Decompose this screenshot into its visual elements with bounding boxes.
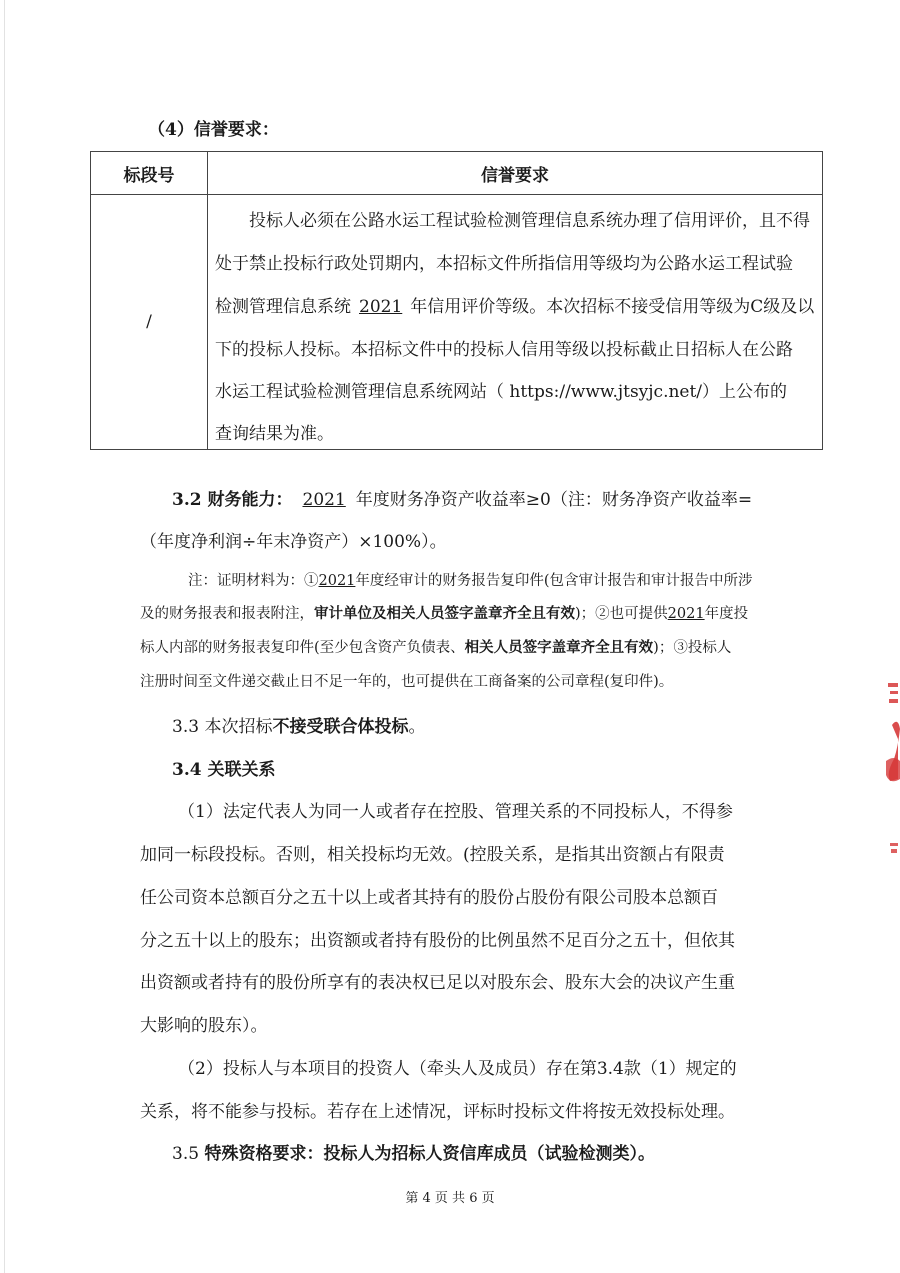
credit-line-4: 下的投标人投标。本招标文件中的投标人信用等级以投标截止日招标人在公路 — [215, 340, 793, 360]
header-segment-number: 标段号 — [91, 152, 208, 195]
section-3-5 — [172, 1139, 655, 1164]
table-header-row — [91, 152, 823, 195]
credit-line-3 — [215, 292, 814, 317]
section-3-5-pre: 3.5 — [172, 1144, 205, 1164]
section-3-4-p1-line-6: 大影响的股东）。 — [140, 1016, 268, 1036]
note-line-3 — [140, 636, 731, 657]
credit-line-1: 投标人必须在公路水运工程试验检测管理信息系统办理了信用评价，且不得 — [215, 211, 810, 231]
note-l2-mid: )；②也可提供 — [575, 606, 668, 622]
note-l3-pre: 标人内部的财务报表复印件(至少包含资产负债表、 — [140, 640, 465, 656]
section-3-4-p1-line-2: 加同一标段投标。否则，相关投标均无效。(控股关系，是指其出资额占有限责 — [140, 845, 725, 865]
section-3-2-line-2: （年度净利润÷年末净资产）×100%）。 — [140, 532, 447, 552]
note-line-4: 注册时间至文件递交截止日不足一年的，也可提供在工商备案的公司章程(复印件)。 — [140, 674, 674, 690]
section-3-3 — [172, 712, 425, 737]
note-l2-year: 2021 — [667, 606, 705, 622]
section-3-3-post: 。 — [408, 717, 426, 737]
credit-line-2: 处于禁止投标行政处罚期内，本招标文件所指信用等级均为公路水运工程试验 — [215, 254, 793, 274]
credit-requirement-table — [90, 151, 823, 450]
section-3-4-p1-line-5: 出资额或者持有的股份所享有的表决权已足以对股东会、股东大会的决议产生重 — [140, 973, 735, 993]
note-l3-bold: 相关人员签字盖章齐全且有效 — [464, 639, 654, 656]
note-l1-pre: 注：证明材料为：① — [188, 573, 319, 589]
section-3-3-bold: 不接受联合体投标 — [272, 717, 409, 737]
credit-year: 2021 — [359, 297, 403, 317]
section-3-2-text: 年度财务净资产收益率≥0（注：财务净资产收益率= — [355, 490, 753, 510]
note-l1-post: 年度经审计的财务报告复印件(包含审计报告和审计报告中所涉 — [355, 573, 753, 589]
table-row — [91, 195, 823, 450]
section-3-3-pre: 3.3 本次招标 — [172, 717, 273, 737]
section-3-4-p2-line-1: （2）投标人与本项目的投资人（牵头人及成员）存在第3.4款（1）规定的 — [178, 1059, 737, 1079]
credit-line-3-b: 年信用评价等级。本次招标不接受信用等级为C级及以 — [410, 297, 815, 317]
section-4-title: （4）信誉要求： — [148, 120, 279, 140]
section-3-4-p2-line-2: 关系，将不能参与投标。若存在上述情况，评标时投标文件将按无效投标处理。 — [140, 1102, 735, 1122]
note-l2-bold: 审计单位及相关人员签字盖章齐全且有效 — [314, 605, 575, 622]
note-l1-year: 2021 — [318, 573, 356, 589]
section-3-4-p1-line-1: （1）法定代表人为同一人或者存在控股、管理关系的不同投标人，不得参 — [178, 802, 733, 822]
note-line-1 — [188, 569, 753, 590]
scan-edge-line — [4, 0, 5, 1273]
section-3-2-line-1 — [172, 485, 752, 510]
note-l2-pre: 及的财务报表和报表附注， — [140, 606, 314, 622]
header-credit-requirement: 信誉要求 — [208, 152, 823, 195]
note-l2-post: 年度投 — [704, 606, 749, 622]
section-3-4-title: 3.4 关联关系 — [172, 760, 276, 780]
seal-stamp-icon — [876, 665, 900, 865]
note-l3-post: )；③投标人 — [653, 640, 732, 656]
section-3-5-bold: 特殊资格要求：投标人为招标人资信库成员（试验检测类）。 — [204, 1144, 655, 1164]
credit-line-6: 查询结果为准。 — [215, 424, 334, 444]
section-3-2-label: 3.2 财务能力： — [172, 490, 293, 510]
section-3-2-year: 2021 — [302, 490, 346, 510]
credit-line-3-a: 检测管理信息系统 — [215, 297, 351, 317]
note-line-2 — [140, 602, 748, 623]
section-3-4-p1-line-4: 分之五十以上的股东；出资额或者持有股份的比例虽然不足百分之五十，但依其 — [140, 931, 735, 951]
section-3-4-p1-line-3: 任公司资本总额百分之五十以上或者其持有的股份占股份有限公司股本总额百 — [140, 888, 718, 908]
page-footer: 第 4 页 共 6 页 — [405, 1191, 495, 1206]
segment-number-cell: / — [91, 195, 208, 450]
credit-line-5: 水运工程试验检测管理信息系统网站（ https://www.jtsyjc.net/）上公布的 — [215, 382, 788, 402]
credit-requirement-cell — [208, 195, 823, 450]
